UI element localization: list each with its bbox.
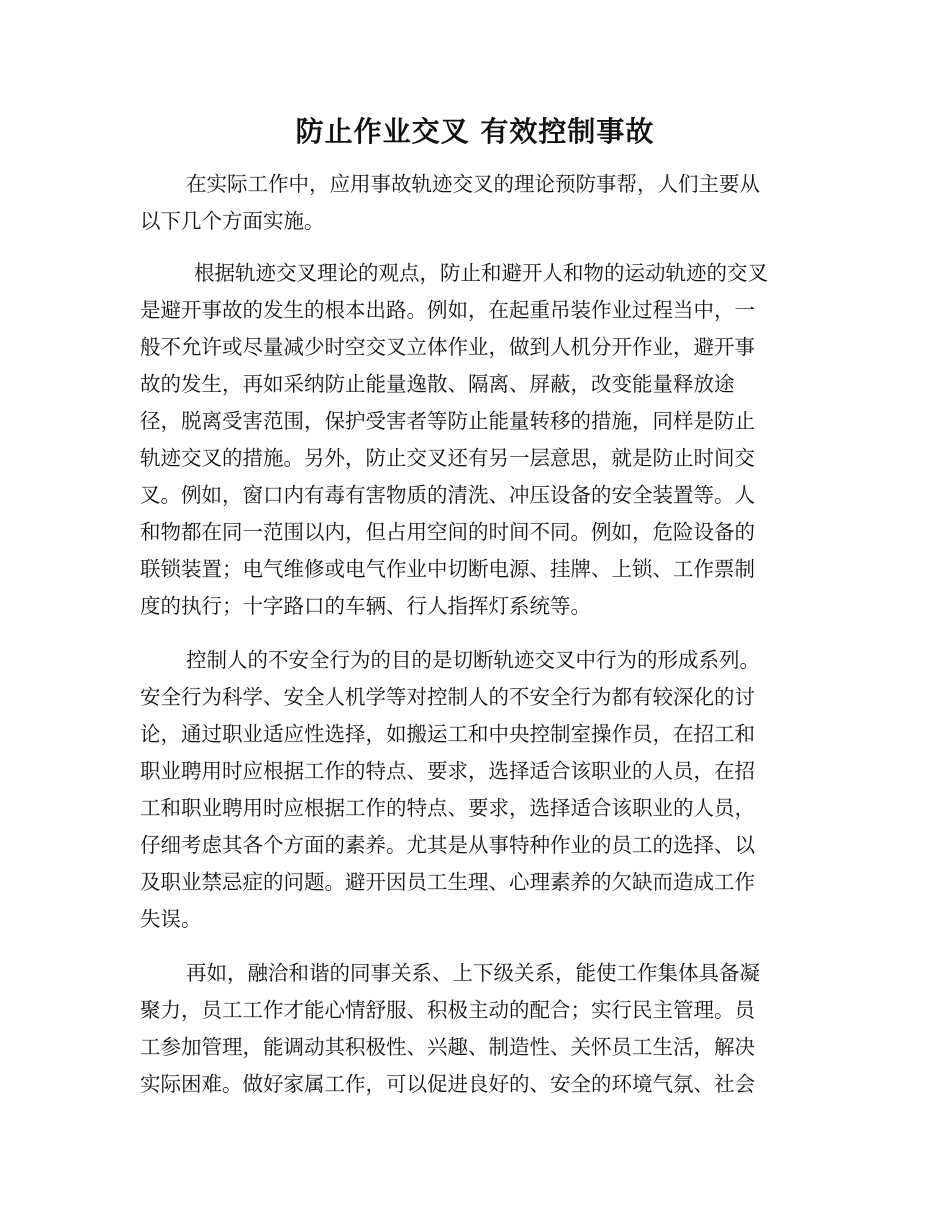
paragraph-line: 般不允许或尽量减少时空交叉立体作业，做到人机分开作业，避开事 [140,335,755,359]
paragraph-line: 根据轨迹交叉理论的观点，防止和避开人和物的运动轨迹的交叉 [194,261,768,285]
paragraph-line: 失误。 [140,907,202,931]
paragraph-line: 职业聘用时应根据工作的特点、要求，选择适合该职业的人员，在招 [140,759,755,783]
paragraph-line: 在实际工作中，应用事故轨迹交叉的理论预防事帮，人们主要从 [186,172,760,196]
paragraph-1 [140,166,810,240]
paragraph-line: 工参加管理，能调动其积极性、兴趣、制造性、关怀员工生活，解决 [140,1035,755,1059]
paragraph-2 [140,255,810,625]
document-title: 防止作业交叉 有效控制事故 [295,115,655,148]
paragraph-line: 仔细考虑其各个方面的素养。尤其是从事特种作业的员工的选择、以 [140,833,755,857]
paragraph-line: 轨迹交叉的措施。另外，防止交叉还有另一层意思，就是防止时间交 [140,446,755,470]
paragraph-line: 控制人的不安全行为的目的是切断轨迹交叉中行为的形成系列。 [186,648,760,672]
paragraph-line: 故的发生，再如采纳防止能量逸散、隔离、屏蔽，改变能量释放途 [140,372,735,396]
paragraph-line: 是避开事故的发生的根本出路。例如，在起重吊装作业过程当中，一 [140,298,755,322]
paragraph-line: 及职业禁忌症的问题。避开因员工生理、心理素养的欠缺而造成工作 [140,870,755,894]
paragraph-line: 和物都在同一范围以内，但占用空间的时间不同。例如，危险设备的 [140,520,755,544]
paragraph-line: 聚力，员工工作才能心情舒服、积极主动的配合；实行民主管理。员 [140,998,755,1022]
paragraph-line: 度的执行；十字路口的车辆、行人指挥灯系统等。 [140,594,591,618]
paragraph-line: 以下几个方面实施。 [140,209,325,233]
paragraph-3 [140,642,810,938]
paragraph-line: 安全行为科学、安全人机学等对控制人的不安全行为都有较深化的讨 [140,685,755,709]
paragraph-line: 实际困难。做好家属工作，可以促进良好的、安全的环境气氛、社会 [140,1072,755,1096]
paragraph-line: 联锁装置；电气维修或电气作业中切断电源、挂牌、上锁、工作票制 [140,557,755,581]
paragraph-line: 论，通过职业适应性选择，如搬运工和中央控制室操作员，在招工和 [140,722,755,746]
paragraph-line: 径，脱离受害范围，保护受害者等防止能量转移的措施，同样是防止 [140,409,755,433]
paragraph-line: 工和职业聘用时应根据工作的特点、要求，选择适合该职业的人员， [140,796,755,820]
paragraph-line: 叉。例如，窗口内有毒有害物质的清洗、冲压设备的安全装置等。人 [140,483,755,507]
paragraph-line: 再如，融洽和谐的同事关系、上下级关系，能使工作集体具备凝 [186,961,760,985]
paragraph-4 [140,955,810,1103]
